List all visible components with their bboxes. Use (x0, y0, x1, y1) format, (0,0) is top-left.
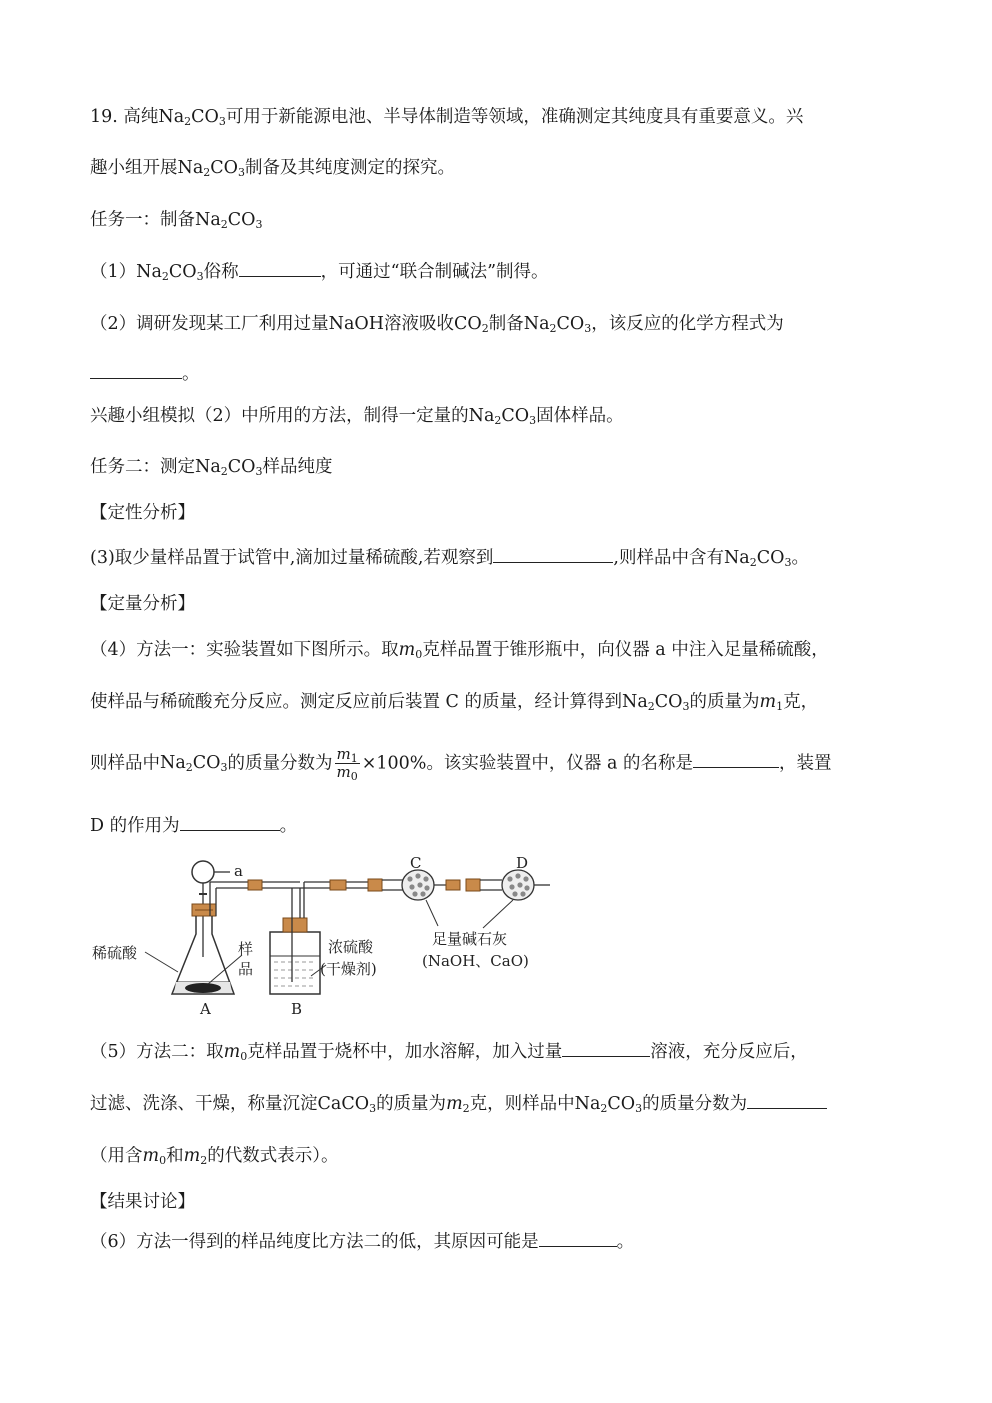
answer-blank-2[interactable] (90, 364, 182, 379)
question-4-line-1: （4）方法一：实验装置如下图所示。取$m_0$克样品置于锥形瓶中，向仪器 a 中注入足量稀硫酸， (90, 640, 829, 661)
q19-line-1: 19. 高纯$Na_2CO_3$可用于新能源电池、半导体制造等领域，准确测定其纯度具有重要意义。兴 (90, 107, 804, 128)
formula-na2co3: $Na_2CO_3$ (723, 548, 792, 569)
question-5-line-1: （5）方法二：取$m_0$克样品置于烧杯中，加水溶解，加入过量 溶液，充分反应后， (90, 1042, 808, 1063)
question-3: (3)取少量样品置于试管中,滴加过量稀硫酸,若观察到 ,则样品中含有$Na_2CO_3$。 (90, 548, 809, 569)
label-conc-acid: 浓硫酸 (328, 938, 374, 956)
question-5-line-3: （用含$m_0$和$m_2$的代数式表示）。 (90, 1146, 339, 1167)
label-c: C (410, 854, 422, 872)
question-2-answer-line: 。 (90, 364, 200, 385)
formula-co2: $CO_2$ (454, 314, 489, 335)
answer-blank-5b[interactable] (747, 1094, 827, 1109)
answer-blank-1[interactable] (239, 262, 321, 277)
section-qualitative: 【定性分析】 (90, 503, 195, 523)
question-4-line-4: D 的作用为 。 (90, 816, 298, 836)
formula-na2co3: $Na_2CO_3$ (622, 692, 690, 713)
label-sample-1: 样 (238, 940, 254, 958)
question-number: 19. (90, 107, 118, 127)
answer-blank-4a[interactable] (693, 753, 779, 768)
label-soda-lime: 足量碱石灰 (432, 930, 508, 948)
sample-note: 兴趣小组模拟（2）中所用的方法，制得一定量的$Na_2CO_3$固体样品。 (90, 406, 624, 427)
label-sample-2: 品 (238, 960, 254, 978)
flask-a (145, 861, 300, 994)
label-B: B (291, 1000, 303, 1018)
drying-tube-d (426, 870, 550, 928)
formula-caco3: CaCO$_3$ (317, 1094, 377, 1115)
label-a: a (234, 862, 243, 880)
section-quantitative: 【定量分析】 (90, 594, 195, 614)
question-1: $(1)Na_2CO_3$俗称 ，可通过“联合制碱法”制得。 (90, 262, 549, 283)
mass-fraction: $\frac{m_1}{m_0}$ (336, 745, 358, 784)
question-6: （6）方法一得到的样品纯度比方法二的低，其原因可能是 。 (90, 1232, 635, 1252)
label-soda-lime-formula: (NaOH、CaO) (422, 952, 529, 970)
section-discussion: 【结果讨论】 (90, 1192, 195, 1212)
label-desiccant: (干燥剂) (320, 960, 377, 978)
formula-na2co3: $Na_2CO_3$ (160, 753, 228, 775)
answer-blank-5a[interactable] (562, 1042, 650, 1057)
answer-blank-3[interactable] (493, 548, 613, 563)
formula-na2co3: $Na_2CO_3$ (574, 1094, 643, 1115)
formula-na2co3: $Na_2CO_3$ (177, 158, 245, 179)
formula-na2co3: $Na_2CO_3$ (158, 107, 226, 128)
answer-blank-4b[interactable] (180, 816, 280, 831)
question-4-line-3: 则样品中$Na_2CO_3$的质量分数为 $\frac{m_1}{m_0}$ ×100%。该实验装置中，仪器 a 的名称是 ，装置 (90, 745, 832, 784)
task-2-heading: 任务二：测定$Na_2CO_3$样品纯度 (90, 457, 333, 478)
drying-tube-c (368, 870, 460, 900)
question-4-line-2: 使样品与稀硫酸充分反应。测定反应前后装置 C 的质量，经计算得到$Na_2CO_3$的质量为$m_1$克， (90, 692, 819, 713)
q19-line-2: 趣小组开展$Na_2CO_3$制备及其纯度测定的探究。 (90, 158, 455, 179)
label-A: A (200, 1000, 211, 1018)
apparatus-diagram (88, 852, 558, 1022)
formula-na2co3: $Na_2CO_3$ (195, 210, 263, 231)
formula-na2co3: $Na_2CO_3$ (136, 262, 204, 283)
label-acid: 稀硫酸 (92, 944, 138, 962)
formula-na2co3: $Na_2CO_3$ (468, 406, 537, 427)
label-d: D (516, 854, 529, 872)
formula-na2co3: $Na_2CO_3$ (523, 314, 592, 335)
task-1-heading: 任务一：制备$Na_2CO_3$ (90, 210, 263, 231)
formula-na2co3: $Na_2CO_3$ (195, 457, 263, 478)
question-2: （2）调研发现某工厂利用过量NaOH溶液吸收$CO_2$制备$Na_2CO_3$，该反应的化学方程式为 (90, 314, 784, 335)
answer-blank-6[interactable] (539, 1232, 617, 1247)
question-5-line-2: 过滤、洗涤、干燥，称量沉淀CaCO$_3$的质量为$m_2$克，则样品中$Na_2CO_3$的质量分数为 (90, 1094, 827, 1115)
